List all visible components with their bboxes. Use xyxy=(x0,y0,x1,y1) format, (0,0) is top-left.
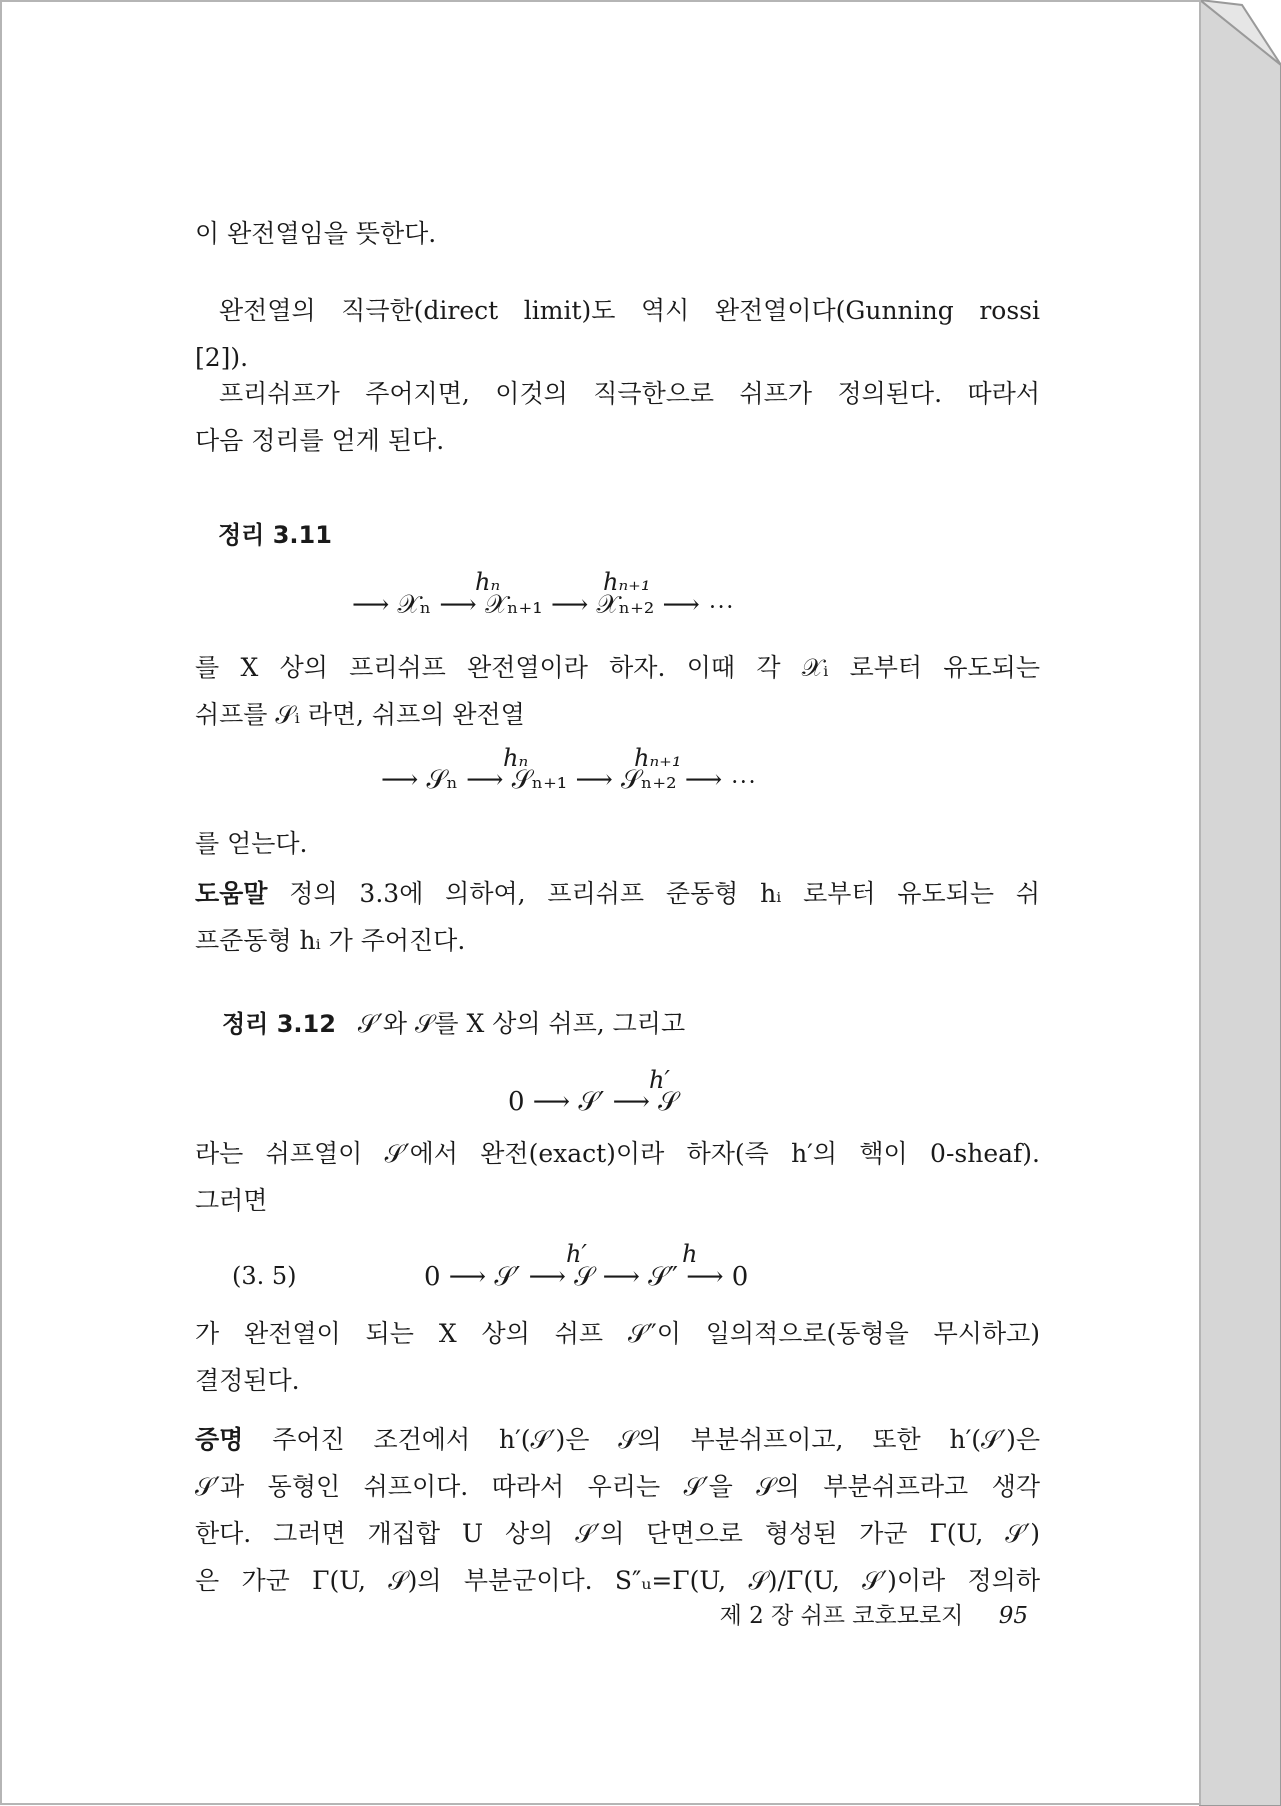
eq4-arrow-label-1: h′ xyxy=(566,1240,587,1268)
remark-text-line1: 정의 3.3에 의하여, 프리쉬프 준동형 hᵢ 로부터 유도되는 쉬 xyxy=(289,879,1040,908)
proof-label: 증명 xyxy=(195,1425,244,1454)
paragraph-presheaf-line1: 프리쉬프가 주어지면, 이것의 직극한으로 쉬프가 정의된다. 따라서 xyxy=(219,379,1040,408)
remark-label: 도움말 xyxy=(195,879,268,908)
remark-line1 xyxy=(195,870,1040,917)
equation-sheaf-sequence: ⟶ 𝒮ₙ ⟶ 𝒮ₙ₊₁ ⟶ 𝒮ₙ₊₂ ⟶ ⋯ xyxy=(381,765,757,795)
equation-presheaf-sequence: ⟶ 𝒳ₙ ⟶ 𝒳ₙ₊₁ ⟶ 𝒳ₙ₊₂ ⟶ ⋯ xyxy=(352,590,735,620)
paragraph-direct-limit-line2: [2]). xyxy=(195,343,249,372)
proof-line4: 은 가군 Γ(U, 𝒮)의 부분군이다. S″ᵤ=Γ(U, 𝒮)/Γ(U, 𝒮′)이라 정의하 xyxy=(195,1566,1040,1595)
paragraph-presheaf-line2: 다음 정리를 얻게 된다. xyxy=(195,426,445,455)
paragraph-exact-at-line1: 라는 쉬프열이 𝒮′에서 완전(exact)이라 하자(즉 h′의 핵이 0-sheaf). xyxy=(195,1139,1040,1168)
equation-3-5: 0 ⟶ 𝒮′ ⟶ 𝒮 ⟶ 𝒮″ ⟶ 0 xyxy=(424,1262,749,1292)
paragraph-unique-line1: 가 완전열이 되는 X 상의 쉬프 𝒮″이 일의적으로(동형을 무시하고) xyxy=(195,1319,1040,1348)
theorem-3-11-heading: 정리 3.11 xyxy=(218,521,332,549)
theorem-3-12-statement xyxy=(222,1000,1042,1048)
eq4-arrow-label-2: h xyxy=(682,1240,698,1268)
proof-line2: 𝒮′과 동형인 쉬프이다. 따라서 우리는 𝒮′을 𝒮의 부분쉬프라고 생각 xyxy=(195,1472,1040,1501)
paragraph-exact-at-line2: 그러면 xyxy=(195,1186,268,1215)
remark-line2: 프준동형 hᵢ 가 주어진다. xyxy=(195,926,466,955)
eq2-arrow-label-2: hₙ₊₁ xyxy=(634,744,682,772)
paragraph-unique-line2: 결정된다. xyxy=(195,1366,300,1395)
paragraph-presheaf-exact-line2: 쉬프를 𝒮ᵢ 라면, 쉬프의 완전열 xyxy=(195,700,525,729)
eq2-arrow-label-1: hₙ xyxy=(503,744,529,772)
page-footer xyxy=(720,1597,1028,1630)
paragraph-direct-limit-line1: 완전열의 직극한(direct limit)도 역시 완전열이다(Gunning rossi xyxy=(219,296,1040,325)
paragraph-presheaf-exact-line1: 를 X 상의 프리쉬프 완전열이라 하자. 이때 각 𝒳ᵢ 로부터 유도되는 xyxy=(195,653,1040,682)
proof-text-line1: 주어진 조건에서 h′(𝒮′)은 𝒮의 부분쉬프이고, 또한 h′(𝒮′)은 xyxy=(272,1425,1040,1454)
eq1-arrow-label-2: hₙ₊₁ xyxy=(603,568,651,596)
running-head: 제 2 장 쉬프 코호모로지 xyxy=(719,1603,964,1629)
book-spine-edge xyxy=(1200,0,1281,1806)
equation-number-3-5: (3. 5) xyxy=(232,1262,297,1290)
eq1-arrow-label-1: hₙ xyxy=(475,568,501,596)
theorem-3-12-label: 정리 3.12 xyxy=(222,1010,336,1038)
paragraph-obtain: 를 얻는다. xyxy=(195,829,308,858)
equation-short-sequence: 0 ⟶ 𝒮′ ⟶ 𝒮 xyxy=(508,1087,679,1117)
theorem-3-12-text: 𝒮′와 𝒮를 X 상의 쉬프, 그리고 xyxy=(357,1009,686,1038)
page-number: 95 xyxy=(998,1603,1028,1629)
proof-line3: 한다. 그러면 개집합 U 상의 𝒮′의 단면으로 형성된 가군 Γ(U, 𝒮′) xyxy=(195,1519,1040,1548)
paragraph-continuation: 이 완전열임을 뜻한다. xyxy=(195,219,437,248)
eq3-arrow-label: h′ xyxy=(649,1066,670,1094)
proof-line1 xyxy=(195,1416,1040,1463)
